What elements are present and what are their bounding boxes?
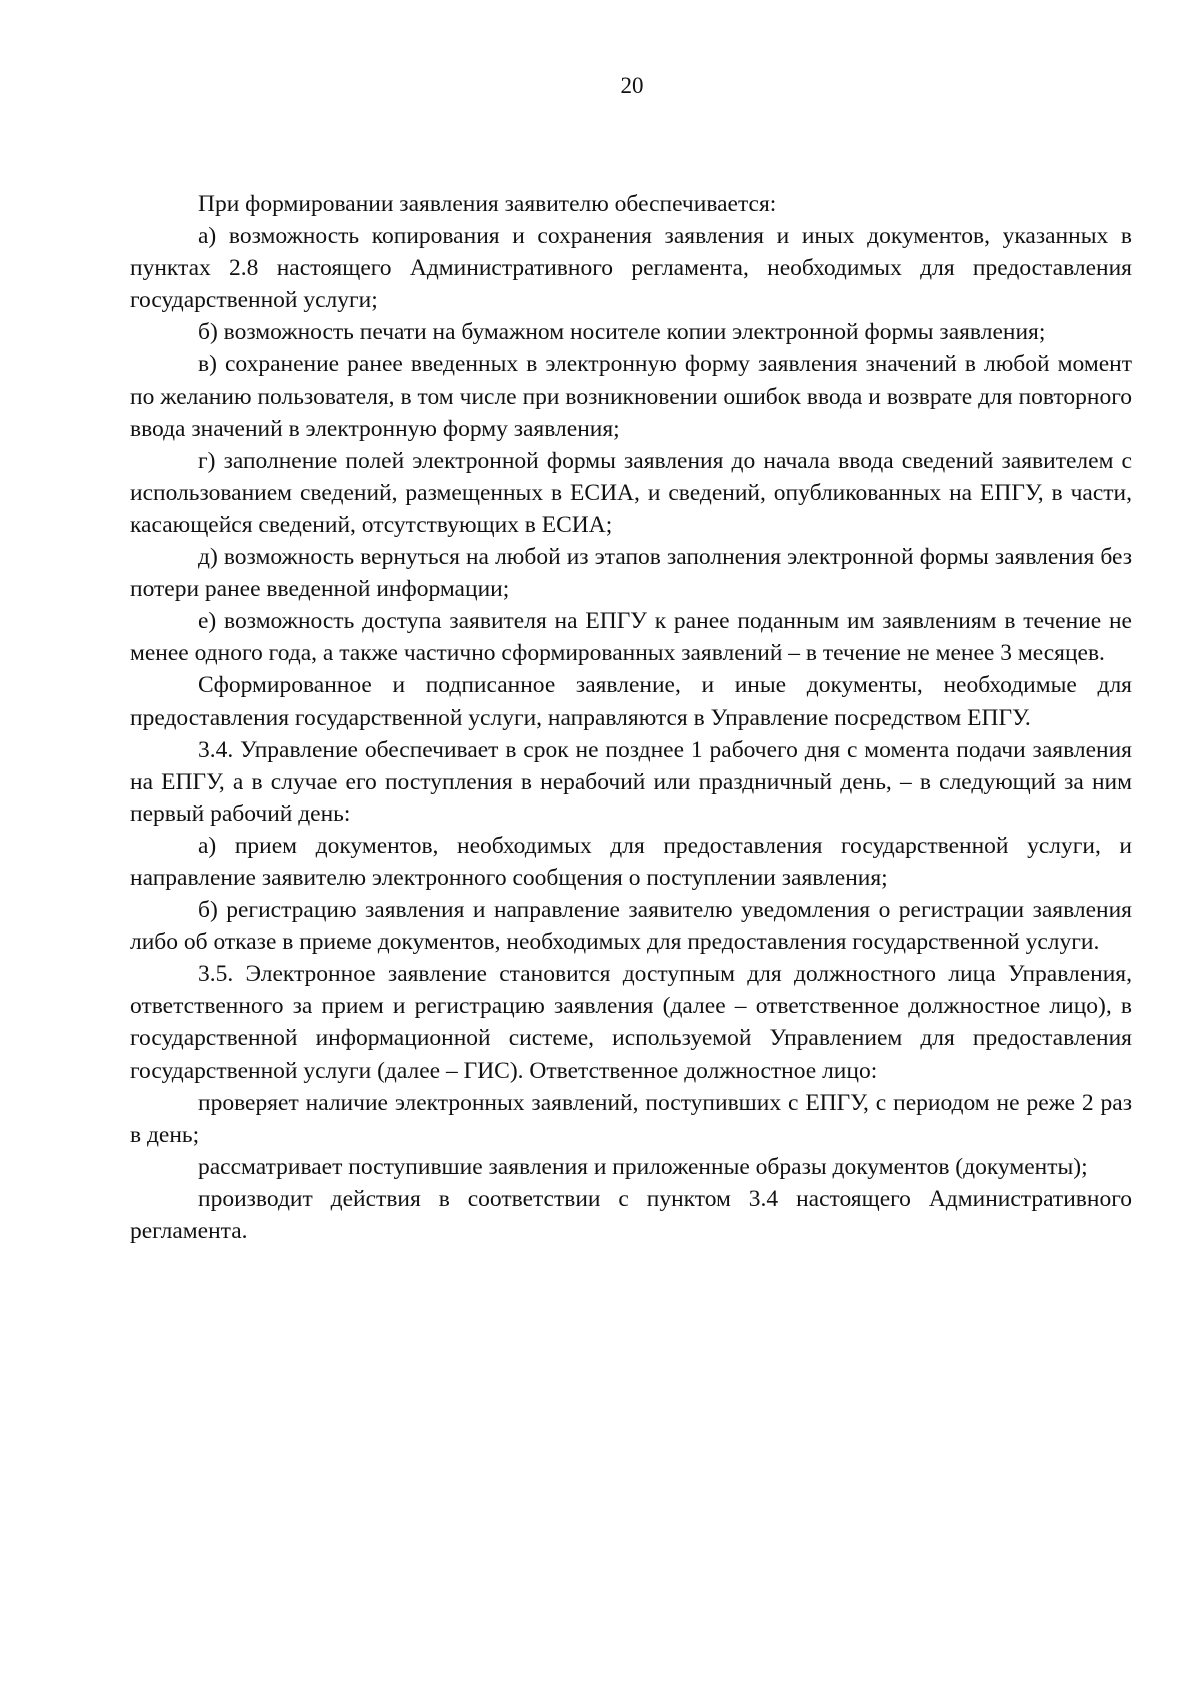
list-item-d: д) возможность вернуться на любой из этапов заполнения электронной формы заявления без потери ранее введенной информации; <box>130 544 1132 603</box>
list-item-v: в) сохранение ранее введенных в электронную форму заявления значений в любой момент по желанию пользователя, в том числе при возникновении ошибок ввода и возврате для повторного ввода значений в электронную форму заявления; <box>130 351 1132 442</box>
section-3-4-item-a: а) прием документов, необходимых для предоставления государственной услуги, и направление заявителю электронного сообщения о поступлении заявления; <box>130 832 1132 891</box>
duty-action-paragraph: производит действия в соответствии с пунктом 3.4 настоящего Административного регламента. <box>130 1185 1132 1244</box>
list-item-g: г) заполнение полей электронной формы заявления до начала ввода сведений заявителем с использованием сведений, размещенных в ЕСИА, и сведений, опубликованных на ЕПГУ, в части, касающейся сведений, отсутствующих в ЕСИА; <box>130 447 1132 538</box>
intro-paragraph: При формировании заявления заявителю обеспечивается: <box>198 191 777 217</box>
page-number: 20 <box>620 73 644 98</box>
duty-review-paragraph: рассматривает поступившие заявления и приложенные образы документов (документы); <box>198 1153 1088 1180</box>
section-3-4-item-b: б) регистрацию заявления и направление заявителю уведомления о регистрации заявления либо об отказе в приеме документов, необходимых для предоставления государственной услуги. <box>130 897 1132 956</box>
submission-paragraph: Сформированное и подписанное заявление, и иные документы, необходимые для предоставления государственной услуги, направляются в Управление посредством ЕПГУ. <box>130 672 1132 731</box>
section-3-5-paragraph: 3.5. Электронное заявление становится доступным для должностного лица Управления, ответственного за прием и регистрацию заявления (далее – ответственное должностное лицо), в государственной информационной системе, используемой Управлением для предоставления государственной услуги (далее – ГИС). Ответственное должностное лицо: <box>130 961 1132 1084</box>
list-item-e: е) возможность доступа заявителя на ЕПГУ к ранее поданным им заявлениям в течение не менее одного года, а также частично сформированных заявлений – в течение не менее 3 месяцев. <box>130 608 1132 667</box>
section-3-4-paragraph: 3.4. Управление обеспечивает в срок не позднее 1 рабочего дня с момента подачи заявления на ЕПГУ, а в случае его поступления в нерабочий или праздничный день, – в следующий за ним первый рабочий день: <box>130 736 1132 827</box>
list-item-b: б) возможность печати на бумажном носителе копии электронной формы заявления; <box>198 319 1046 346</box>
list-item-a: а) возможность копирования и сохранения заявления и иных документов, указанных в пунктах 2.8 настоящего Административного регламента, необходимых для предоставления государственной услуги; <box>130 223 1132 314</box>
duty-check-paragraph: проверяет наличие электронных заявлений, поступивших с ЕПГУ, с периодом не реже 2 раз в день; <box>130 1089 1132 1148</box>
document-body <box>130 188 1132 1247</box>
